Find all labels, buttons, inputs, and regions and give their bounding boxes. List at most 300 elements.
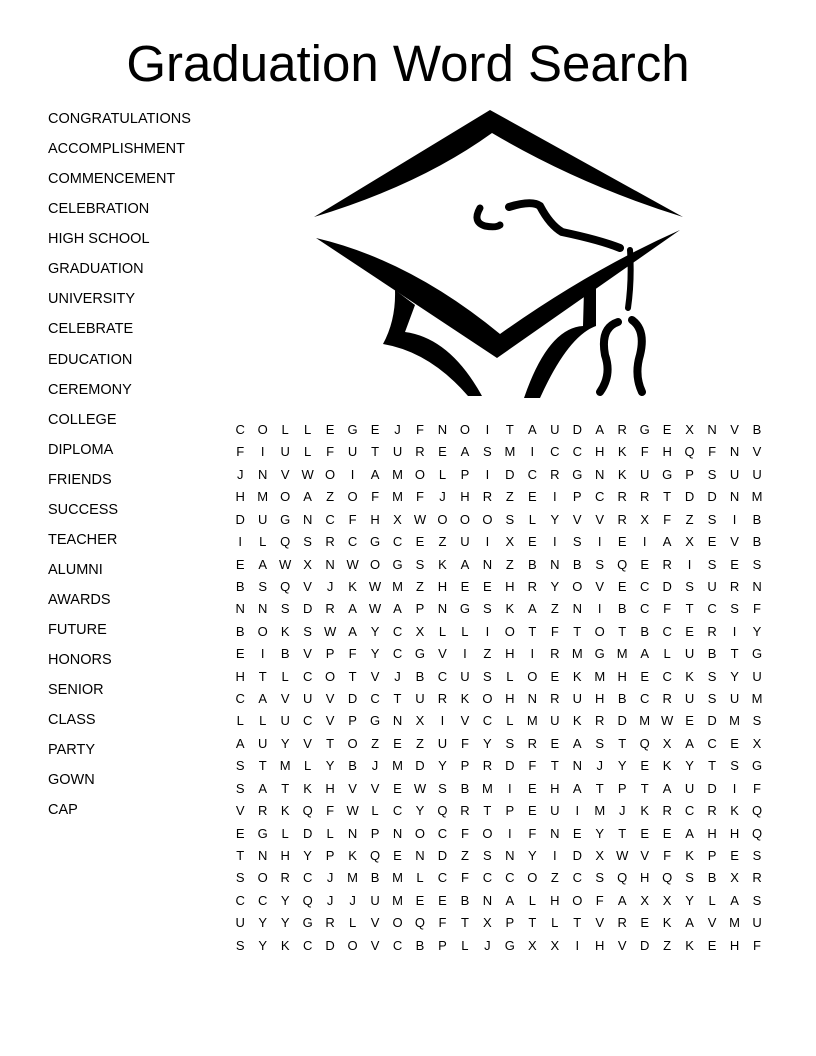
grid-letter[interactable]: E — [640, 758, 649, 774]
grid-letter[interactable]: E — [527, 489, 537, 505]
grid-letter[interactable]: G — [572, 466, 583, 482]
grid-letter[interactable]: H — [460, 489, 470, 505]
grid-letter[interactable]: V — [572, 511, 582, 527]
grid-letter[interactable]: Y — [280, 915, 290, 931]
grid-letter[interactable]: B — [752, 511, 762, 527]
grid-letter[interactable]: Y — [685, 758, 694, 774]
grid-letter[interactable]: D — [662, 578, 672, 594]
grid-letter[interactable]: G — [347, 422, 358, 437]
grid-letter[interactable]: T — [550, 758, 559, 774]
grid-letter[interactable]: V — [325, 713, 335, 729]
grid-letter[interactable]: K — [640, 803, 649, 819]
grid-letter[interactable]: I — [530, 444, 535, 460]
grid-letter[interactable]: U — [550, 713, 560, 729]
grid-letter[interactable]: X — [640, 892, 649, 908]
grid-letter[interactable]: V — [730, 422, 739, 437]
grid-letter[interactable]: X — [730, 870, 739, 886]
grid-letter[interactable]: L — [304, 758, 312, 774]
grid-letter[interactable]: G — [369, 534, 381, 550]
grid-letter[interactable]: S — [415, 556, 425, 572]
grid-letter[interactable]: M — [347, 870, 358, 886]
grid-letter[interactable]: N — [482, 892, 493, 908]
grid-letter[interactable]: K — [280, 623, 290, 639]
grid-letter[interactable]: Z — [483, 646, 492, 662]
grid-letter[interactable]: A — [662, 534, 672, 550]
grid-letter[interactable]: K — [460, 691, 470, 707]
grid-letter[interactable]: U — [684, 780, 695, 796]
grid-letter[interactable]: N — [505, 848, 515, 864]
grid-letter[interactable]: J — [326, 892, 334, 908]
grid-letter[interactable]: N — [258, 601, 268, 617]
grid-letter[interactable]: S — [707, 466, 717, 482]
grid-letter[interactable]: M — [729, 713, 740, 729]
grid-letter[interactable]: T — [348, 668, 357, 684]
grid-letter[interactable]: J — [326, 870, 334, 886]
grid-letter[interactable]: S — [483, 668, 492, 684]
grid-letter[interactable]: A — [527, 422, 537, 437]
grid-letter[interactable]: X — [595, 848, 605, 864]
grid-letter[interactable]: B — [415, 937, 425, 953]
grid-letter[interactable]: A — [505, 892, 515, 908]
grid-letter[interactable]: U — [302, 691, 313, 707]
grid-letter[interactable]: E — [370, 422, 380, 437]
grid-letter[interactable]: O — [347, 735, 358, 751]
grid-letter[interactable]: K — [662, 758, 672, 774]
grid-letter[interactable]: V — [460, 713, 470, 729]
grid-letter[interactable]: I — [552, 489, 557, 505]
grid-letter[interactable]: B — [752, 534, 762, 550]
grid-letter[interactable]: L — [528, 511, 536, 527]
grid-letter[interactable]: O — [459, 511, 470, 527]
grid-letter[interactable]: E — [325, 422, 335, 437]
grid-letter[interactable]: L — [461, 937, 469, 953]
grid-letter[interactable]: A — [685, 735, 694, 751]
grid-letter[interactable]: S — [730, 601, 739, 617]
grid-letter[interactable]: F — [460, 870, 469, 886]
grid-letter[interactable]: R — [325, 601, 335, 617]
grid-letter[interactable]: Y — [550, 578, 560, 594]
grid-letter[interactable]: M — [526, 713, 538, 729]
grid-letter[interactable]: M — [594, 668, 606, 684]
grid-letter[interactable]: B — [415, 668, 425, 684]
grid-letter[interactable]: S — [752, 713, 762, 729]
grid-letter[interactable]: Q — [280, 578, 291, 594]
grid-letter[interactable]: E — [415, 534, 425, 550]
grid-letter[interactable]: G — [392, 556, 403, 572]
grid-letter[interactable]: E — [617, 578, 627, 594]
grid-letter[interactable]: M — [392, 466, 403, 482]
grid-letter[interactable]: I — [508, 780, 512, 796]
grid-letter[interactable]: E — [235, 556, 245, 572]
grid-letter[interactable]: N — [707, 422, 717, 437]
grid-letter[interactable]: O — [594, 623, 605, 639]
grid-letter[interactable]: D — [437, 848, 448, 864]
grid-letter[interactable]: W — [368, 578, 382, 594]
grid-letter[interactable]: V — [595, 915, 605, 931]
grid-letter[interactable]: I — [463, 646, 467, 662]
grid-letter[interactable]: T — [730, 646, 739, 662]
grid-letter[interactable]: O — [257, 870, 268, 886]
grid-letter[interactable]: E — [550, 735, 560, 751]
grid-letter[interactable]: U — [347, 444, 358, 460]
grid-letter[interactable]: Q — [369, 848, 381, 864]
grid-letter[interactable]: Z — [416, 735, 424, 751]
grid-letter[interactable]: R — [662, 556, 672, 572]
grid-letter[interactable]: F — [348, 646, 357, 662]
grid-letter[interactable]: C — [392, 646, 403, 662]
grid-letter[interactable]: H — [550, 780, 560, 796]
grid-letter[interactable]: S — [730, 758, 739, 774]
grid-letter[interactable]: Y — [438, 758, 447, 774]
grid-letter[interactable]: B — [572, 556, 582, 572]
grid-letter[interactable]: V — [370, 780, 380, 796]
grid-letter[interactable]: W — [413, 511, 427, 527]
grid-letter[interactable]: I — [552, 534, 557, 550]
grid-letter[interactable]: X — [415, 713, 425, 729]
grid-letter[interactable]: X — [752, 735, 762, 751]
grid-letter[interactable]: M — [571, 646, 583, 662]
grid-letter[interactable]: D — [572, 422, 582, 437]
grid-letter[interactable]: T — [528, 915, 537, 931]
grid-letter[interactable]: R — [617, 511, 627, 527]
grid-letter[interactable]: X — [662, 735, 672, 751]
grid-letter[interactable]: M — [481, 780, 493, 796]
grid-letter[interactable]: G — [257, 825, 268, 841]
grid-letter[interactable]: B — [752, 422, 762, 437]
grid-letter[interactable]: Y — [325, 758, 335, 774]
grid-letter[interactable]: Y — [258, 937, 268, 953]
grid-letter[interactable]: O — [257, 422, 268, 437]
grid-letter[interactable]: L — [348, 915, 357, 931]
grid-letter[interactable]: Q — [751, 825, 763, 841]
grid-letter[interactable]: C — [572, 870, 582, 886]
grid-letter[interactable]: M — [392, 578, 403, 594]
grid-letter[interactable]: S — [707, 691, 717, 707]
grid-letter[interactable]: T — [258, 668, 267, 684]
grid-letter[interactable]: Z — [460, 848, 469, 864]
grid-letter[interactable]: U — [639, 466, 650, 482]
grid-letter[interactable]: T — [460, 915, 469, 931]
grid-letter[interactable]: L — [236, 713, 244, 729]
grid-letter[interactable]: E — [640, 825, 649, 841]
grid-letter[interactable]: I — [485, 466, 490, 482]
grid-letter[interactable]: J — [394, 668, 401, 684]
grid-letter[interactable]: S — [752, 848, 762, 864]
grid-letter[interactable]: C — [550, 444, 560, 460]
grid-letter[interactable]: H — [235, 668, 245, 684]
grid-letter[interactable]: Z — [550, 870, 559, 886]
grid-letter[interactable]: D — [235, 511, 245, 527]
grid-letter[interactable]: M — [504, 444, 516, 460]
grid-letter[interactable]: K — [685, 848, 694, 864]
grid-letter[interactable]: K — [280, 803, 290, 819]
grid-letter[interactable]: S — [707, 668, 717, 684]
grid-letter[interactable]: K — [730, 803, 739, 819]
grid-letter[interactable]: T — [595, 780, 604, 796]
grid-letter[interactable]: D — [684, 489, 695, 505]
grid-letter[interactable]: G — [280, 511, 291, 527]
grid-letter[interactable]: G — [369, 713, 381, 729]
grid-letter[interactable]: O — [527, 870, 538, 886]
grid-letter[interactable]: L — [506, 668, 514, 684]
grid-letter[interactable]: N — [572, 601, 582, 617]
grid-letter[interactable]: U — [707, 578, 717, 594]
grid-letter[interactable]: T — [573, 623, 582, 639]
grid-letter[interactable]: C — [639, 578, 650, 594]
grid-letter[interactable]: U — [370, 892, 380, 908]
grid-letter[interactable]: I — [732, 511, 737, 527]
grid-letter[interactable]: U — [235, 915, 245, 931]
grid-letter[interactable]: T — [573, 915, 582, 931]
grid-letter[interactable]: E — [730, 848, 739, 864]
grid-letter[interactable]: H — [505, 646, 515, 662]
grid-letter[interactable]: P — [505, 803, 515, 819]
grid-letter[interactable]: T — [483, 803, 492, 819]
grid-letter[interactable]: Q — [751, 803, 763, 819]
grid-letter[interactable]: C — [235, 892, 245, 908]
grid-letter[interactable]: D — [415, 758, 425, 774]
grid-letter[interactable]: A — [370, 466, 380, 482]
grid-letter[interactable]: T — [281, 780, 290, 796]
grid-letter[interactable]: L — [371, 803, 379, 819]
grid-letter[interactable]: E — [460, 578, 470, 594]
grid-letter[interactable]: Q — [414, 915, 426, 931]
grid-letter[interactable]: C — [572, 444, 582, 460]
grid-letter[interactable]: J — [236, 466, 244, 482]
grid-letter[interactable]: L — [281, 422, 289, 437]
grid-letter[interactable]: I — [597, 601, 602, 617]
grid-letter[interactable]: N — [258, 466, 268, 482]
grid-letter[interactable]: S — [595, 870, 605, 886]
grid-letter[interactable]: P — [370, 825, 380, 841]
grid-letter[interactable]: S — [483, 444, 492, 460]
grid-letter[interactable]: Q — [302, 892, 313, 908]
grid-letter[interactable]: O — [482, 691, 493, 707]
grid-letter[interactable]: Q — [280, 534, 291, 550]
grid-letter[interactable]: F — [753, 601, 761, 617]
grid-letter[interactable]: E — [685, 623, 694, 639]
grid-letter[interactable]: T — [371, 444, 380, 460]
grid-letter[interactable]: I — [732, 780, 737, 796]
grid-letter[interactable]: I — [575, 803, 580, 819]
grid-letter[interactable]: V — [640, 848, 649, 864]
grid-letter[interactable]: S — [303, 623, 312, 639]
grid-letter[interactable]: H — [235, 489, 245, 505]
grid-letter[interactable]: E — [640, 915, 649, 931]
grid-letter[interactable]: S — [235, 937, 245, 953]
grid-letter[interactable]: J — [596, 758, 603, 774]
grid-letter[interactable]: D — [302, 825, 313, 841]
grid-letter[interactable]: G — [459, 601, 470, 617]
grid-letter[interactable]: U — [729, 691, 740, 707]
grid-letter[interactable]: X — [303, 556, 312, 572]
grid-letter[interactable]: W — [346, 556, 359, 572]
grid-letter[interactable]: X — [685, 534, 694, 550]
grid-letter[interactable]: B — [348, 758, 357, 774]
grid-letter[interactable]: L — [304, 444, 312, 460]
grid-letter[interactable]: M — [257, 489, 269, 505]
grid-letter[interactable]: C — [302, 713, 313, 729]
grid-letter[interactable]: T — [685, 601, 694, 617]
grid-letter[interactable]: E — [617, 534, 627, 550]
grid-letter[interactable]: M — [594, 803, 606, 819]
grid-letter[interactable]: D — [707, 713, 717, 729]
grid-letter[interactable]: Q — [437, 803, 448, 819]
grid-letter[interactable]: S — [483, 601, 492, 617]
grid-letter[interactable]: L — [259, 534, 267, 550]
grid-letter[interactable]: K — [685, 668, 694, 684]
grid-letter[interactable]: E — [662, 422, 672, 437]
grid-letter[interactable]: N — [729, 489, 740, 505]
grid-letter[interactable]: M — [392, 758, 403, 774]
grid-letter[interactable]: N — [550, 825, 560, 841]
grid-letter[interactable]: B — [370, 870, 380, 886]
grid-letter[interactable]: K — [438, 556, 447, 572]
grid-letter[interactable]: F — [550, 623, 559, 639]
grid-letter[interactable]: L — [416, 870, 424, 886]
grid-letter[interactable]: R — [325, 915, 335, 931]
grid-letter[interactable]: E — [685, 713, 694, 729]
grid-letter[interactable]: X — [550, 937, 560, 953]
grid-letter[interactable]: O — [369, 556, 381, 572]
grid-letter[interactable]: A — [685, 915, 694, 931]
grid-letter[interactable]: K — [303, 780, 312, 796]
grid-letter[interactable]: G — [751, 646, 763, 662]
grid-letter[interactable]: R — [482, 758, 493, 774]
grid-letter[interactable]: B — [527, 556, 537, 572]
grid-letter[interactable]: P — [348, 713, 357, 729]
grid-letter[interactable]: N — [392, 713, 403, 729]
grid-letter[interactable]: O — [347, 937, 358, 953]
grid-letter[interactable]: D — [707, 780, 717, 796]
grid-letter[interactable]: R — [482, 489, 493, 505]
grid-letter[interactable]: B — [707, 870, 717, 886]
grid-letter[interactable]: O — [347, 489, 358, 505]
grid-letter[interactable]: C — [707, 735, 717, 751]
grid-letter[interactable]: P — [325, 848, 335, 864]
grid-letter[interactable]: R — [325, 534, 335, 550]
grid-letter[interactable]: H — [437, 578, 448, 594]
grid-letter[interactable]: S — [483, 848, 492, 864]
grid-letter[interactable]: Q — [302, 803, 313, 819]
grid-letter[interactable]: X — [393, 511, 402, 527]
grid-letter[interactable]: S — [235, 780, 245, 796]
grid-letter[interactable]: H — [595, 691, 605, 707]
grid-letter[interactable]: S — [505, 511, 515, 527]
grid-letter[interactable]: C — [235, 691, 245, 707]
grid-letter[interactable]: I — [238, 534, 243, 550]
grid-letter[interactable]: G — [751, 758, 763, 774]
grid-letter[interactable]: K — [348, 848, 357, 864]
grid-letter[interactable]: U — [415, 691, 425, 707]
grid-letter[interactable]: R — [527, 578, 538, 594]
grid-letter[interactable]: V — [617, 937, 627, 953]
grid-letter[interactable]: D — [505, 466, 515, 482]
grid-letter[interactable]: O — [459, 422, 470, 437]
grid-letter[interactable]: R — [415, 444, 425, 460]
grid-letter[interactable]: I — [687, 556, 692, 572]
grid-letter[interactable]: C — [684, 803, 695, 819]
grid-letter[interactable]: V — [370, 668, 380, 684]
grid-letter[interactable]: C — [707, 601, 717, 617]
grid-letter[interactable]: U — [437, 735, 448, 751]
grid-letter[interactable]: L — [281, 825, 289, 841]
grid-letter[interactable]: F — [753, 937, 761, 953]
grid-letter[interactable]: A — [460, 556, 470, 572]
grid-letter[interactable]: I — [350, 466, 355, 482]
grid-letter[interactable]: M — [392, 892, 403, 908]
grid-letter[interactable]: S — [595, 735, 605, 751]
grid-letter[interactable]: Z — [505, 556, 514, 572]
grid-letter[interactable]: U — [550, 422, 560, 437]
grid-letter[interactable]: C — [302, 870, 313, 886]
grid-letter[interactable]: I — [440, 713, 445, 729]
grid-letter[interactable]: I — [260, 646, 265, 662]
grid-letter[interactable]: O — [504, 623, 515, 639]
grid-letter[interactable]: Z — [416, 578, 424, 594]
grid-letter[interactable]: V — [752, 444, 762, 460]
grid-letter[interactable]: N — [347, 825, 358, 841]
grid-letter[interactable]: J — [618, 803, 626, 819]
grid-letter[interactable]: G — [639, 422, 650, 437]
grid-letter[interactable]: N — [595, 466, 605, 482]
grid-letter[interactable]: U — [280, 444, 290, 460]
grid-letter[interactable]: K — [617, 466, 627, 482]
grid-letter[interactable]: Z — [550, 601, 559, 617]
grid-letter[interactable]: J — [439, 489, 446, 505]
grid-letter[interactable]: V — [325, 691, 335, 707]
grid-letter[interactable]: H — [662, 444, 672, 460]
grid-letter[interactable]: E — [640, 556, 649, 572]
grid-letter[interactable]: Z — [371, 735, 380, 751]
grid-letter[interactable]: H — [550, 892, 560, 908]
grid-letter[interactable]: P — [438, 937, 447, 953]
grid-letter[interactable]: E — [235, 646, 245, 662]
grid-letter[interactable]: D — [639, 937, 650, 953]
grid-letter[interactable]: A — [572, 735, 582, 751]
grid-letter[interactable]: N — [572, 758, 582, 774]
grid-letter[interactable]: C — [662, 668, 672, 684]
grid-letter[interactable]: R — [617, 915, 627, 931]
grid-letter[interactable]: E — [707, 937, 717, 953]
grid-letter[interactable]: R — [595, 713, 605, 729]
grid-letter[interactable]: V — [438, 646, 447, 662]
grid-letter[interactable]: Y — [258, 915, 268, 931]
grid-letter[interactable]: P — [505, 915, 515, 931]
grid-letter[interactable]: V — [730, 534, 739, 550]
grid-letter[interactable]: H — [729, 825, 740, 841]
grid-letter[interactable]: S — [707, 511, 717, 527]
grid-letter[interactable]: Y — [415, 803, 425, 819]
grid-letter[interactable]: N — [415, 848, 425, 864]
grid-letter[interactable]: S — [572, 534, 582, 550]
grid-letter[interactable]: T — [618, 623, 627, 639]
grid-letter[interactable]: S — [685, 578, 694, 594]
grid-letter[interactable]: L — [708, 892, 716, 908]
grid-letter[interactable]: V — [280, 691, 290, 707]
grid-letter[interactable]: K — [505, 601, 515, 617]
grid-letter[interactable]: A — [595, 422, 605, 437]
grid-letter[interactable]: B — [280, 646, 290, 662]
grid-letter[interactable]: T — [236, 848, 245, 864]
grid-letter[interactable]: T — [618, 825, 627, 841]
grid-letter[interactable]: C — [258, 892, 268, 908]
grid-letter[interactable]: R — [752, 870, 762, 886]
grid-letter[interactable]: V — [595, 578, 605, 594]
grid-letter[interactable]: O — [527, 668, 538, 684]
grid-letter[interactable]: N — [325, 556, 335, 572]
grid-letter[interactable]: O — [257, 623, 268, 639]
